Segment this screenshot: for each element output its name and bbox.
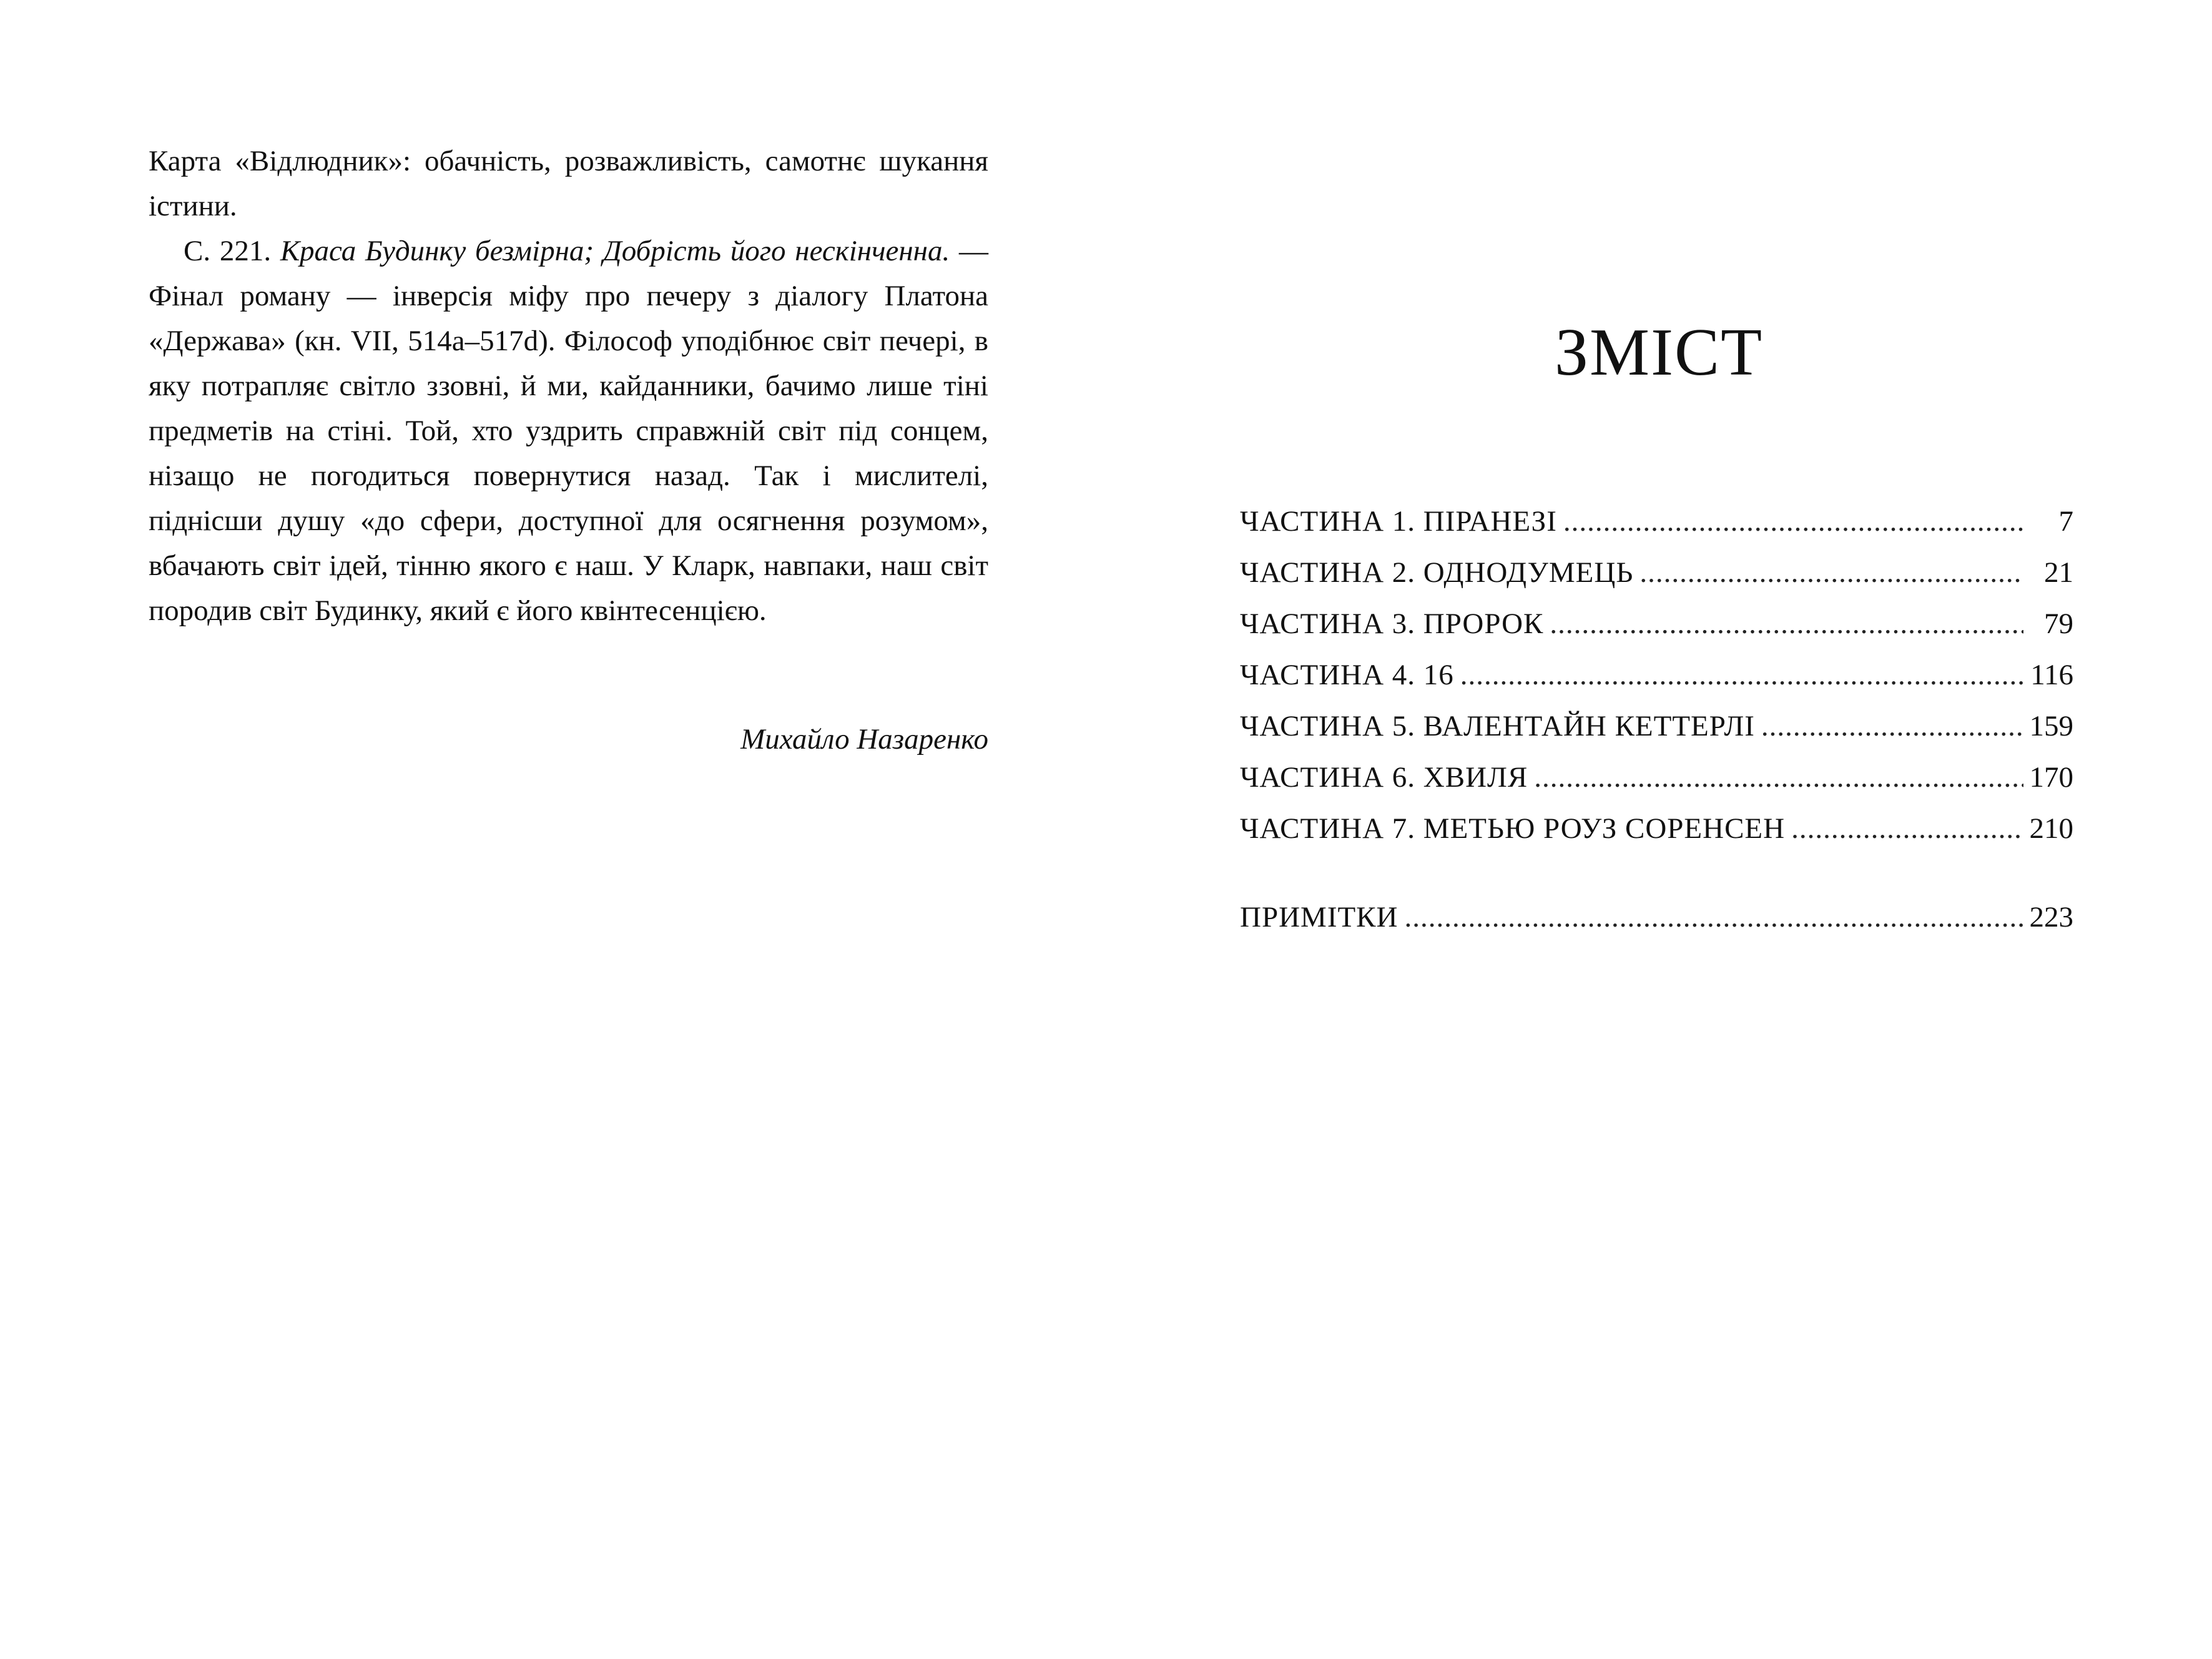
toc-entry-part-1[interactable] [1240,496,2073,547]
toc-dot-leader [1460,649,2023,701]
toc-dot-leader [1550,598,2023,649]
toc-entry-part-6[interactable] [1240,752,2073,803]
toc-dot-leader [1761,701,2023,752]
toc-entry-part-2[interactable] [1240,547,2073,598]
toc-entry-label: ЧАСТИНА 6. ХВИЛЯ [1240,761,1528,794]
toc-entry-part-3[interactable] [1240,598,2073,649]
toc-entry-label: ЧАСТИНА 3. ПРОРОК [1240,608,1544,640]
toc-entry-label: ЧАСТИНА 7. МЕТЬЮ РОУЗ СОРЕНСЕН [1240,812,1786,845]
author-signature: Михайло Назаренко [740,723,988,756]
toc-entry-notes[interactable] [1240,892,2073,943]
note-paragraph-2 [149,229,988,633]
toc-title: ЗМІСТ [1554,315,1764,390]
toc-page-number: 21 [2044,556,2073,589]
toc-entry-label: ЧАСТИНА 4. 16 [1240,659,1454,691]
toc-dot-leader [1404,892,2023,943]
toc-dot-leader [1534,752,2023,803]
toc-entry-label: ЧАСТИНА 2. ОДНОДУМЕЦЬ [1240,556,1634,589]
toc-entry-label: ЧАСТИНА 1. ПІРАНЕЗІ [1240,505,1557,538]
page-reference: С. 221. [184,235,272,267]
notes-text [149,139,988,633]
toc-page-number: 7 [2058,505,2073,538]
toc-page-number: 223 [2029,901,2073,933]
toc-dot-leader [1639,547,2023,598]
quoted-passage: Краса Будинку безмірна; Добрість його нескінченна. [280,235,950,267]
table-of-contents [1240,496,2073,943]
toc-entry-part-5[interactable] [1240,701,2073,752]
toc-entry-label: ПРИМІТКИ [1240,901,1398,933]
toc-dot-leader [1791,803,2023,854]
toc-entry-part-4[interactable] [1240,649,2073,701]
toc-page-number: 116 [2030,659,2073,691]
toc-page-number: 170 [2029,761,2073,794]
toc-entry-part-7[interactable] [1240,803,2073,854]
toc-page-number: 159 [2029,710,2073,742]
toc-dot-leader [1563,496,2023,547]
toc-entry-label: ЧАСТИНА 5. ВАЛЕНТАЙН КЕТТЕРЛІ [1240,710,1755,742]
note-paragraph-1: Карта «Відлюдник»: обачність, розважливість, самотнє шукання істини. [149,145,988,222]
toc-page-number: 79 [2044,608,2073,640]
toc-page-number: 210 [2029,812,2073,845]
commentary-text: — Фінал роману — інверсія міфу про печеру з діалогу Платона «Держава» (кн. VII, 514a–517d). Філософ уподібнює світ печері, в яку потрапляє світло ззовні, й ми, кайданники, бачимо лише тіні предметів на стіні. Той, хто уздрить справжній світ під сонцем, нізащо не погодиться повернутися назад. Так і мислителі, піднісши душу «до сфери, доступної для осягнення розумом», вбачають світ ідей, тінню якого є наш. У Кларк, навпаки, наш світ породив світ Будинку, який є його квінтесенцією. [149,235,988,627]
